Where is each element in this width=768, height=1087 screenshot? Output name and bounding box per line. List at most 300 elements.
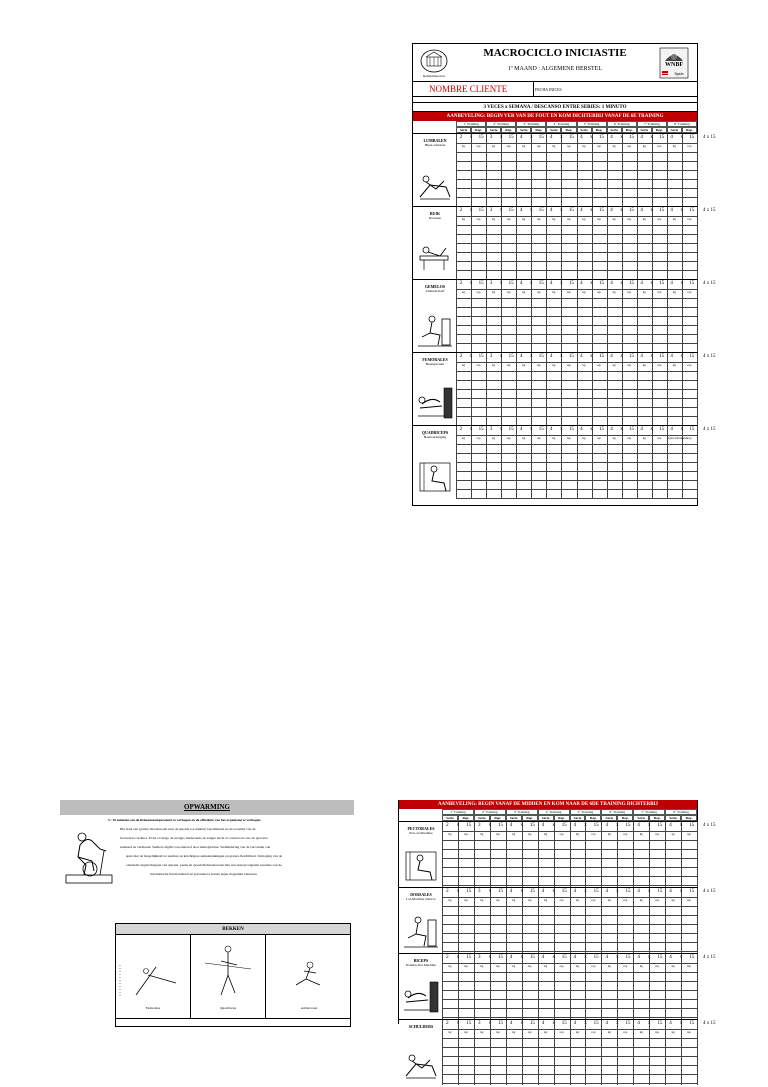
overflow-values: 4 x 15 — [703, 823, 716, 828]
kg-rep-label: kg — [642, 290, 646, 294]
set-value: 2 — [459, 427, 463, 432]
set-value: 2 — [446, 889, 449, 894]
set-value: 15 — [529, 823, 535, 828]
overflow-values: 4 x 15 — [703, 889, 716, 894]
kg-rep-label: rep — [687, 898, 691, 902]
set-value: 3 — [489, 354, 493, 359]
set-value: 15 — [689, 427, 695, 432]
kg-rep-label: kg — [612, 363, 616, 367]
exercise-name: BUIK — [429, 211, 441, 216]
set-value: 15 — [689, 823, 695, 828]
kg-rep-label: kg — [462, 436, 466, 440]
kg-rep-label: kg — [582, 217, 586, 221]
set-value: x — [520, 955, 523, 960]
set-value: x — [552, 955, 555, 960]
set-value: 15 — [593, 889, 599, 894]
set-value: 4 — [610, 135, 613, 140]
set-value: x — [529, 135, 533, 140]
grid-row-line — [456, 498, 697, 499]
set-value: 15 — [689, 955, 695, 960]
col-rep-header: Rep. — [501, 127, 516, 133]
kg-rep-label: rep — [567, 144, 571, 148]
kg-rep-label: rep — [567, 363, 571, 367]
set-value: 15 — [657, 955, 663, 960]
set-value: x — [584, 889, 587, 894]
set-value: x — [560, 427, 563, 432]
set-value: 4 — [580, 354, 583, 359]
set-value: 15 — [538, 208, 544, 213]
kg-rep-labels — [456, 363, 697, 367]
set-value: 15 — [497, 955, 503, 960]
exercise-block — [413, 425, 716, 498]
set-value: 15 — [629, 208, 635, 213]
overflow-values: 4 x 15 — [703, 208, 716, 213]
kg-rep-label: kg — [672, 363, 676, 367]
kg-rep-label: kg — [522, 363, 526, 367]
exercise-name: QUADRICEPS — [421, 430, 449, 435]
set-value: 4 — [550, 208, 553, 213]
set-value: 15 — [568, 354, 574, 359]
set-value: x — [616, 1021, 619, 1026]
set-value: x — [679, 889, 683, 894]
kg-rep-label: rep — [627, 217, 632, 221]
start-date-label: FECHA INICIO: — [535, 87, 563, 92]
set-value: x — [469, 135, 473, 140]
col-serie-header: Serie — [474, 815, 490, 821]
set-value: 4 — [640, 135, 643, 140]
kg-rep-label: kg — [671, 964, 675, 968]
set-value: x — [529, 427, 533, 432]
exercise-illustration — [402, 848, 440, 884]
training-col-header: 3º Training — [506, 809, 538, 815]
grid-col-line — [697, 280, 698, 352]
set-value: 4 — [670, 135, 673, 140]
kg-rep-label: rep — [506, 144, 511, 148]
set-values — [456, 354, 697, 359]
overflow-values: 4 x 15 — [703, 1021, 716, 1026]
training-header-bottom — [399, 809, 697, 821]
exercise-block — [413, 206, 716, 279]
exercise-machine: Zittende Kalf — [425, 289, 445, 293]
set-value: 4 — [519, 427, 523, 432]
set-value: x — [590, 281, 593, 286]
set-value: 4 — [573, 955, 577, 960]
kg-rep-label: rep — [495, 832, 500, 836]
exercise-illustration — [402, 980, 440, 1016]
col-serie-header: Serie — [486, 127, 501, 133]
exercise-name: DORSALES — [410, 892, 432, 897]
set-values — [442, 823, 697, 828]
set-value: 15 — [598, 427, 604, 432]
exercise-illustration — [402, 1046, 440, 1082]
exercise-name: PECTORALES — [407, 826, 435, 831]
bekken-label: Adductoren — [300, 1006, 318, 1010]
overflow-values: 4 x 15 — [703, 354, 716, 359]
exercise-list — [413, 133, 716, 498]
set-value: x — [499, 281, 503, 286]
log-grid — [456, 134, 716, 206]
set-value: 4 — [637, 889, 640, 894]
set-value: x — [456, 823, 460, 828]
kg-rep-label: kg — [552, 217, 556, 221]
exercise-machine: Krullen met Machine — [406, 963, 436, 967]
set-value: x — [488, 823, 492, 828]
set-value: 2 — [446, 955, 449, 960]
stretch-figure-2 — [191, 935, 266, 1005]
grid-col-line — [697, 1020, 698, 1085]
kg-rep-label: kg — [544, 898, 548, 902]
kg-rep-label: rep — [627, 290, 632, 294]
kg-rep-label: kg — [448, 898, 452, 902]
kg-rep-label: kg — [462, 290, 466, 294]
set-value: 15 — [689, 1021, 695, 1026]
set-value: 4 — [573, 823, 577, 828]
kg-rep-labels — [442, 832, 697, 836]
kg-rep-label: rep — [627, 436, 632, 440]
col-rep-header: Rep. — [592, 127, 607, 133]
set-value: x — [488, 955, 492, 960]
kg-rep-label: rep — [591, 898, 596, 902]
kg-rep-label: kg — [512, 964, 516, 968]
kg-rep-label: kg — [672, 290, 676, 294]
set-value: 4 — [605, 1021, 608, 1026]
set-value: 15 — [659, 135, 665, 140]
col-serie-header: Serie — [516, 127, 531, 133]
kg-rep-label: kg — [639, 1030, 643, 1034]
col-serie-header: Serie — [667, 127, 682, 133]
log-grid — [442, 888, 716, 953]
stretch-figure-3 — [266, 935, 352, 1005]
set-value: 15 — [497, 889, 503, 894]
grid-col-line — [697, 207, 698, 279]
exercise-illustration — [416, 167, 454, 203]
kg-rep-label: rep — [657, 436, 662, 440]
kg-rep-label: rep — [527, 1030, 532, 1034]
set-value: 15 — [508, 354, 514, 359]
clinic-logo-caption: Rehabiliatacion — [423, 74, 445, 78]
kg-rep-label: rep — [536, 363, 541, 367]
col-serie-header: Serie — [456, 127, 471, 133]
grid-col-line — [697, 954, 698, 1019]
set-value: x — [560, 281, 563, 286]
kg-rep-label: kg — [612, 290, 616, 294]
set-value: 15 — [593, 823, 599, 828]
set-value: x — [552, 823, 555, 828]
grid-col-line — [697, 888, 698, 953]
log-grid — [442, 954, 716, 1019]
set-value: 15 — [568, 135, 574, 140]
kg-rep-label: rep — [476, 217, 481, 221]
kg-rep-label: rep — [627, 144, 632, 148]
kg-rep-label: kg — [448, 832, 452, 836]
training-col-header: 6º Training — [607, 121, 637, 127]
kg-rep-label: rep — [506, 290, 511, 294]
set-value: x — [647, 889, 651, 894]
set-value: 4 — [670, 208, 673, 213]
kg-rep-label: rep — [687, 290, 692, 294]
set-value: x — [520, 1021, 523, 1026]
kg-rep-label: kg — [480, 964, 484, 968]
set-value: x — [679, 1021, 683, 1026]
kg-rep-label: kg — [448, 1030, 452, 1034]
set-values — [442, 1021, 697, 1026]
wnbf-logo-sub: Spain — [674, 71, 684, 76]
kg-rep-label: rep — [623, 1030, 628, 1034]
training-col-header: 4º Training — [546, 121, 576, 127]
set-value: 15 — [466, 889, 472, 894]
set-value: 15 — [629, 135, 635, 140]
kg-rep-label: kg — [672, 217, 676, 221]
kg-rep-label: rep — [463, 964, 468, 968]
col-rep-header: Rep. — [490, 815, 506, 821]
set-value: 15 — [538, 427, 544, 432]
kg-rep-label: rep — [627, 363, 632, 367]
set-value: 15 — [466, 823, 472, 828]
frequency-line: 3 VECES x SEMANA / DESCANSO ENTRE SERIES: 1 MINUTO — [413, 103, 697, 112]
training-col-header: 5º Training — [577, 121, 607, 127]
set-value: 4 — [573, 1021, 577, 1026]
kg-rep-labels — [456, 144, 697, 148]
set-value: 15 — [508, 135, 514, 140]
col-rep-header: Rep. — [585, 815, 601, 821]
set-value: x — [560, 354, 563, 359]
set-value: x — [616, 955, 619, 960]
kg-rep-label: rep — [476, 290, 481, 294]
set-value: 3 — [477, 955, 481, 960]
kg-rep-label: kg — [544, 832, 548, 836]
kg-rep-label: kg — [642, 436, 646, 440]
kg-rep-labels — [442, 964, 697, 968]
training-col-header: 4º Training — [538, 809, 570, 815]
set-value: x — [552, 1021, 555, 1026]
kg-rep-labels — [442, 1030, 697, 1034]
kg-rep-label: rep — [591, 1030, 596, 1034]
set-value: 4 — [519, 354, 523, 359]
kg-rep-label: rep — [506, 217, 511, 221]
kg-rep-label: kg — [462, 363, 466, 367]
set-value: 4 — [605, 955, 608, 960]
set-value: 4 — [670, 281, 673, 286]
kg-rep-label: kg — [522, 290, 526, 294]
set-value: 4 — [640, 427, 643, 432]
overflow-values: 4 x 15 — [703, 427, 716, 432]
exercise-machine: Kreunen — [428, 216, 442, 220]
set-value: 2 — [446, 823, 449, 828]
kg-rep-label: kg — [671, 1030, 675, 1034]
bekken-label: Quadriceps — [220, 1006, 236, 1010]
set-value: 15 — [561, 823, 567, 828]
kg-rep-label: kg — [512, 832, 516, 836]
set-value: 4 — [637, 955, 640, 960]
set-value: 15 — [659, 354, 665, 359]
exercise-name: FEMORALES — [422, 357, 448, 362]
kg-rep-label: kg — [480, 832, 484, 836]
log-grid — [456, 207, 716, 279]
kg-rep-label: rep — [597, 363, 602, 367]
kg-rep-label: rep — [495, 898, 500, 902]
set-value: 4 — [640, 281, 643, 286]
warmup-line: elastische eigenschappen van spieren, pezen en gewrichtsbandsoorten met een daaropvolgende toename van de — [126, 863, 282, 867]
kg-rep-label: rep — [655, 1030, 660, 1034]
col-rep-header: Rep. — [681, 815, 697, 821]
kg-rep-label: rep — [591, 964, 596, 968]
set-value: 3 — [489, 135, 493, 140]
set-value: x — [620, 208, 623, 213]
kg-rep-label: kg — [575, 832, 579, 836]
advice-banner: AANBEVELING: BEGIN VER VAN DE FOUT EN KOM DICHTERBIJ VANAF DE 6E TRAINING — [413, 112, 697, 121]
training-col-header: 2º Training — [486, 121, 516, 127]
kg-rep-label: rep — [506, 436, 511, 440]
warmup-line: Het staat een grotere bloedstroom naar de spieren toe dankzij vasodilatatie en de toename van de — [120, 827, 256, 831]
kg-rep-label: rep — [597, 290, 602, 294]
set-value: 15 — [598, 281, 604, 286]
set-value: x — [680, 208, 683, 213]
training-col-header: 6º Training — [601, 809, 633, 815]
exercise-name: BICEPS — [413, 958, 429, 963]
set-value: 15 — [478, 281, 484, 286]
kg-rep-label: kg — [512, 898, 516, 902]
training-col-header: 1º Training — [456, 121, 486, 127]
training-col-header: 5º Training — [570, 809, 602, 815]
kg-rep-label: kg — [552, 144, 556, 148]
set-value: x — [499, 208, 503, 213]
set-value: 15 — [625, 889, 631, 894]
set-value: x — [647, 955, 651, 960]
set-value: x — [529, 281, 533, 286]
log-grid — [456, 353, 716, 425]
kg-rep-label: rep — [527, 898, 532, 902]
set-value: x — [620, 281, 623, 286]
set-value: 15 — [625, 1021, 631, 1026]
set-value: 2 — [459, 281, 463, 286]
kg-rep-label: rep — [687, 436, 692, 440]
set-value: 15 — [529, 889, 535, 894]
set-value: x — [469, 427, 473, 432]
set-value: x — [456, 955, 460, 960]
set-value: 4 — [541, 1021, 545, 1026]
set-value: 4 — [550, 281, 553, 286]
set-value: 15 — [629, 427, 635, 432]
kg-rep-label: kg — [575, 964, 579, 968]
col-rep-header: Rep. — [471, 127, 486, 133]
set-value: 15 — [689, 281, 695, 286]
set-value: x — [584, 955, 587, 960]
kg-rep-label: rep — [597, 144, 602, 148]
training-sheet-top — [412, 43, 716, 506]
col-serie-header: Serie — [637, 127, 652, 133]
kg-rep-label: rep — [567, 217, 571, 221]
kg-rep-label: rep — [559, 964, 564, 968]
overflow-values: 4 x 15 — [703, 135, 716, 140]
kg-rep-label: kg — [582, 436, 586, 440]
set-value: 15 — [568, 208, 574, 213]
set-value: x — [560, 135, 563, 140]
set-value: 2 — [446, 1021, 449, 1026]
set-value: 3 — [477, 889, 481, 894]
set-value: x — [456, 1021, 460, 1026]
set-value: 4 — [669, 823, 672, 828]
set-value: 15 — [593, 1021, 599, 1026]
set-value: x — [590, 135, 593, 140]
kg-rep-label: rep — [536, 436, 541, 440]
kg-rep-label: kg — [492, 363, 496, 367]
set-value: 3 — [489, 427, 493, 432]
kg-rep-label: rep — [655, 898, 660, 902]
kg-rep-label: rep — [567, 290, 571, 294]
set-value: 4 — [580, 427, 583, 432]
kg-rep-label: rep — [476, 144, 481, 148]
kg-rep-label: kg — [492, 436, 496, 440]
exercise-machine: Pers en Machine — [409, 831, 433, 835]
grid-col-line — [697, 134, 698, 206]
set-value: x — [680, 135, 683, 140]
kg-rep-label: kg — [575, 1030, 579, 1034]
set-value: 15 — [598, 354, 604, 359]
exercise-block — [399, 953, 716, 1019]
set-value: x — [650, 427, 653, 432]
sheet-title: MACROCICLO INICIASTIE — [483, 47, 627, 59]
kg-rep-label: kg — [492, 144, 496, 148]
col-serie-header: Serie — [577, 127, 592, 133]
set-value: x — [584, 823, 587, 828]
kg-rep-label: rep — [687, 363, 692, 367]
kg-rep-label: kg — [612, 144, 616, 148]
set-value: x — [590, 427, 593, 432]
set-value: 15 — [629, 354, 635, 359]
set-value: 3 — [489, 281, 493, 286]
set-value: 15 — [466, 955, 472, 960]
stretch-figure-1 — [116, 935, 191, 1005]
col-rep-header: Rep. — [458, 815, 474, 821]
set-value: 15 — [497, 823, 503, 828]
kg-rep-label: kg — [492, 217, 496, 221]
kg-rep-label: rep — [623, 898, 628, 902]
kg-rep-label: rep — [687, 144, 692, 148]
set-values — [456, 208, 697, 213]
wnbf-logo-text: WNBF — [665, 62, 683, 68]
set-value: x — [679, 955, 683, 960]
kg-rep-label: kg — [582, 290, 586, 294]
set-value: x — [647, 823, 651, 828]
set-value: 2 — [459, 354, 463, 359]
kg-rep-label: rep — [463, 1030, 468, 1034]
overflow-values: 4 x 15 — [703, 281, 716, 286]
kg-rep-label: rep — [476, 363, 481, 367]
set-value: 3 — [477, 1021, 481, 1026]
kg-rep-label: rep — [559, 832, 564, 836]
sheet-subtitle: 1ª MAAND : ALGEMENE HERSTEL — [508, 66, 602, 72]
exercise-block — [399, 1019, 716, 1085]
col-serie-header: Serie — [633, 815, 649, 821]
set-value: x — [469, 208, 473, 213]
kg-rep-labels — [456, 290, 697, 294]
col-serie-header: Serie — [601, 815, 617, 821]
set-value: 15 — [508, 208, 514, 213]
set-value: 4 — [670, 427, 673, 432]
set-value: 4 — [580, 281, 583, 286]
bekken-panel — [115, 923, 351, 1027]
set-value: 15 — [625, 823, 631, 828]
training-sheet-bottom — [398, 800, 716, 1034]
set-value: x — [590, 354, 593, 359]
kg-rep-label: kg — [522, 144, 526, 148]
set-value: 15 — [689, 889, 695, 894]
kg-rep-label: kg — [582, 144, 586, 148]
sheet-header — [413, 44, 697, 82]
set-value: 15 — [659, 281, 665, 286]
set-value: 2 — [459, 208, 463, 213]
set-value: 4 — [640, 354, 643, 359]
